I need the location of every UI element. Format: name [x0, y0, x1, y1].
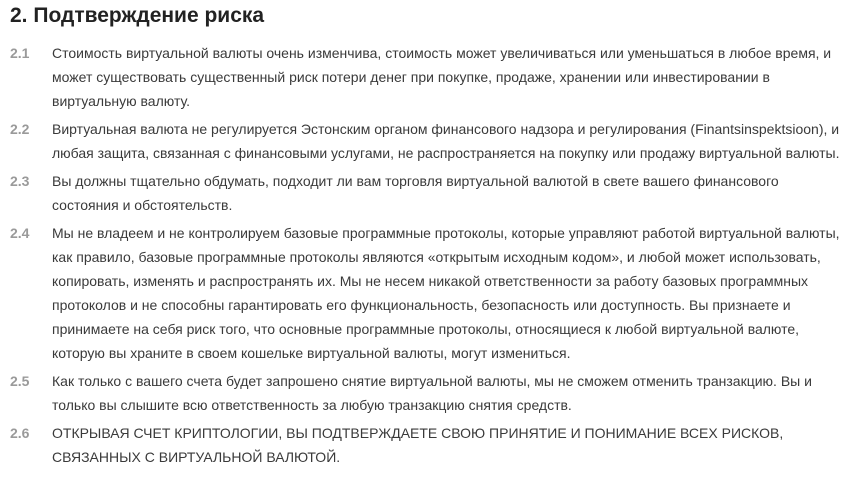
clause-2-3 — [10, 169, 846, 217]
clause-2-2 — [10, 117, 846, 165]
clause-number: 2.4 — [10, 225, 30, 241]
clause-text: ОТКРЫВАЯ СЧЕТ КРИПТОЛОГИИ, ВЫ ПОДТВЕРЖДАЕТЕ СВОЮ ПРИНЯТИЕ И ПОНИМАНИЕ ВСЕХ РИСКОВ, СВЯЗАННЫХ С ВИРТУАЛЬНОЙ ВАЛЮТОЙ. — [52, 425, 784, 465]
clause-number: 2.5 — [10, 373, 30, 389]
clause-2-1 — [10, 41, 846, 113]
clause-2-5 — [10, 369, 846, 417]
clause-text: Стоимость виртуальной валюты очень изменчива, стоимость может увеличиваться или уменьшаться в любое время, и может существовать существенный риск потери денег при покупке, продаже, хранении или инвестировании в виртуальную валюту. — [52, 45, 832, 109]
clause-text: Как только с вашего счета будет запрошено снятие виртуальной валюты, мы не сможем отменить транзакцию. Вы и только вы слышите всю ответственность за любую транзакцию снятия средств. — [52, 373, 812, 413]
clause-number: 2.6 — [10, 425, 30, 441]
clause-2-4 — [10, 221, 846, 365]
clause-number: 2.3 — [10, 173, 30, 189]
section-title: 2. Подтверждение риска — [10, 4, 265, 27]
clause-number: 2.1 — [10, 45, 30, 61]
clause-2-6 — [10, 421, 846, 469]
clause-list — [10, 41, 846, 469]
clause-text: Вы должны тщательно обдумать, подходит ли вам торговля виртуальной валютой в свете вашего финансового состояния и обстоятельств. — [52, 173, 779, 213]
clause-number: 2.2 — [10, 121, 30, 137]
clause-text: Виртуальная валюта не регулируется Эстонским органом финансового надзора и регулирования (Finantsinspektsioon), и любая защита, связанная с финансовыми услугами, не распространяется на покупку или продажу виртуальной валюты. — [52, 121, 840, 161]
clause-text: Мы не владеем и не контролируем базовые программные протоколы, которые управляют работой виртуальной валюты, как правило, базовые программные протоколы являются «открытым исходным кодом», и любой может использовать, копировать, изменять и распространять их. Мы не несем никакой ответственности за работу базовых программных протоколов и не способны гарантировать его функциональность, безопасность или доступность. Вы признаете и принимаете на себя риск того, что основные программные протоколы, относящиеся к любой виртуальной валюте, которую вы храните в своем кошельке виртуальной валюты, могут измениться. — [52, 225, 840, 361]
